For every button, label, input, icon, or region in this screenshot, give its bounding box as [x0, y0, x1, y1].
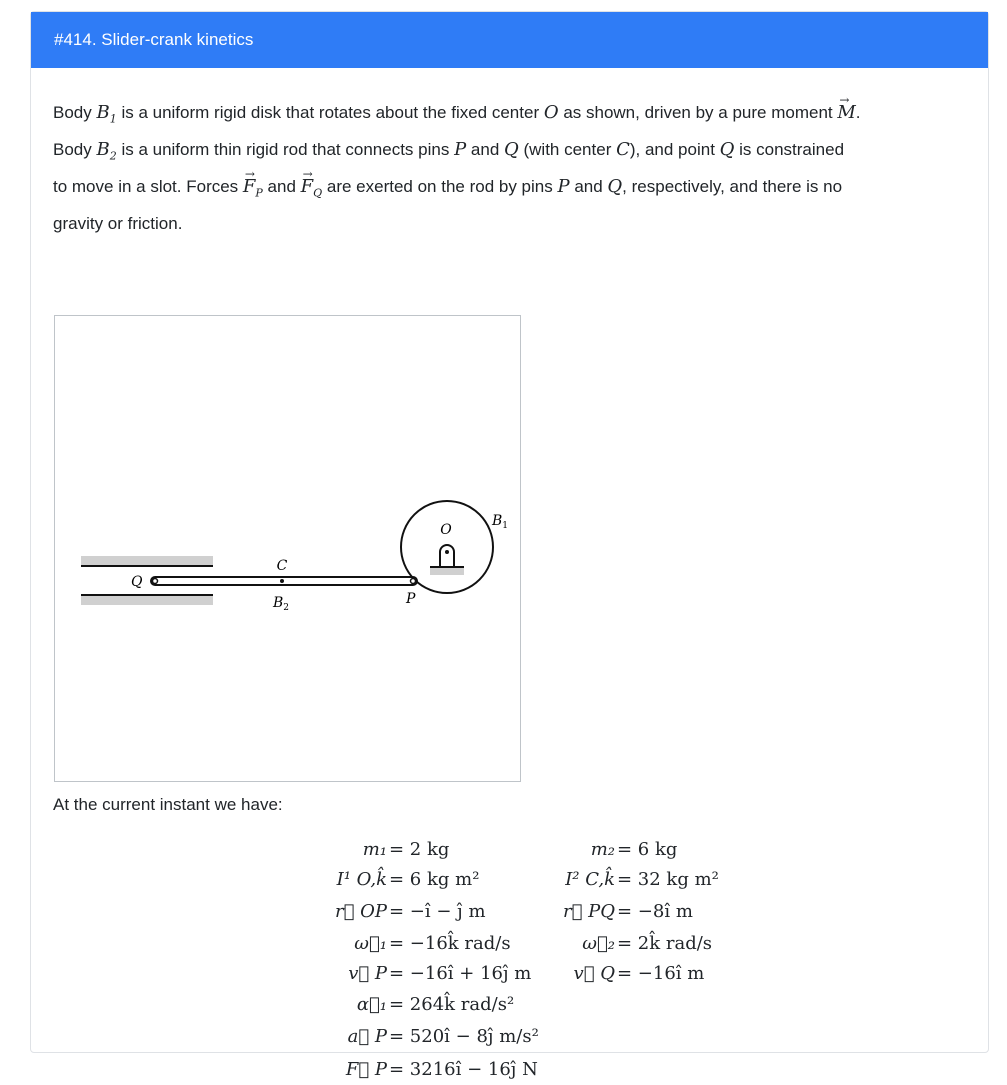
slot-upper-rail [81, 556, 213, 566]
equation-row: r⃗ PQ = −8î m [563, 901, 693, 922]
problem-title: #414. Slider-crank kinetics [54, 30, 254, 49]
slot-lower-rail [81, 595, 213, 605]
pivot-support [440, 545, 454, 567]
pin-P [411, 579, 416, 584]
problem-card [30, 11, 989, 1080]
pin-Q [153, 579, 158, 584]
label-Q: Q [131, 574, 143, 590]
slider-crank-diagram [55, 316, 520, 781]
equation-row: I² C,k̂ = 32 kg m² [565, 869, 719, 890]
sym-FQ: → $F_Q$ [301, 176, 323, 197]
sym-B1: $B_1$ [96, 102, 117, 126]
problem-description: Body $B_1$ is a uniform rigid disk that rotates about the fixed center O as shown, driven by a pure moment → M. Body $B_2$ is a uniform thin rigid rod that connects pins P and Q (with center C), and point Q is constrained to move in a slot. Forces → $F_P$ and → $F_Q$ are exerted on the rod by pins P and Q, respectively, and there is no gravity or friction. [53, 98, 963, 240]
sym-M: → M [837, 98, 855, 129]
card-header [31, 12, 988, 68]
slider-crank-figure [54, 315, 521, 782]
instant-text: At the current instant we have: [53, 795, 283, 814]
label-O: O [440, 522, 452, 538]
center-C [280, 579, 284, 583]
pivot-O [445, 550, 449, 554]
sym-FP: → $F_P$ [243, 176, 263, 197]
equation-row: m₁ = 2 kg [362, 839, 450, 860]
equation-row: ω⃗₂ = 2k̂ rad/s [582, 933, 713, 954]
equation-row: I¹ O,k̂ = 6 kg m² [336, 869, 480, 890]
label-P: P [406, 591, 416, 607]
label-B1: $B_1$ [492, 513, 509, 531]
equation-row: v⃗ Q = −16î m [573, 963, 705, 984]
pivot-ground [430, 567, 464, 575]
card-body [31, 98, 988, 1080]
equation-row: F⃗ P = 3216î − 16ĵ N [345, 1059, 538, 1080]
equation-row: α⃗₁ = 264k̂ rad/s² [356, 994, 515, 1015]
equation-row: v⃗ P = −16î + 16ĵ m [348, 963, 532, 984]
sym-B2: $B_2$ [96, 139, 117, 163]
equation-row: m₂ = 6 kg [590, 839, 678, 860]
equation-row: r⃗ OP = −î − ĵ m [335, 901, 486, 922]
equation-row: ω⃗₁ = −16k̂ rad/s [354, 933, 511, 954]
equation-row: a⃗ P = 520î − 8ĵ m/s² [347, 1026, 539, 1047]
label-B2: $B_2$ [273, 595, 290, 613]
label-C: C [276, 558, 288, 574]
